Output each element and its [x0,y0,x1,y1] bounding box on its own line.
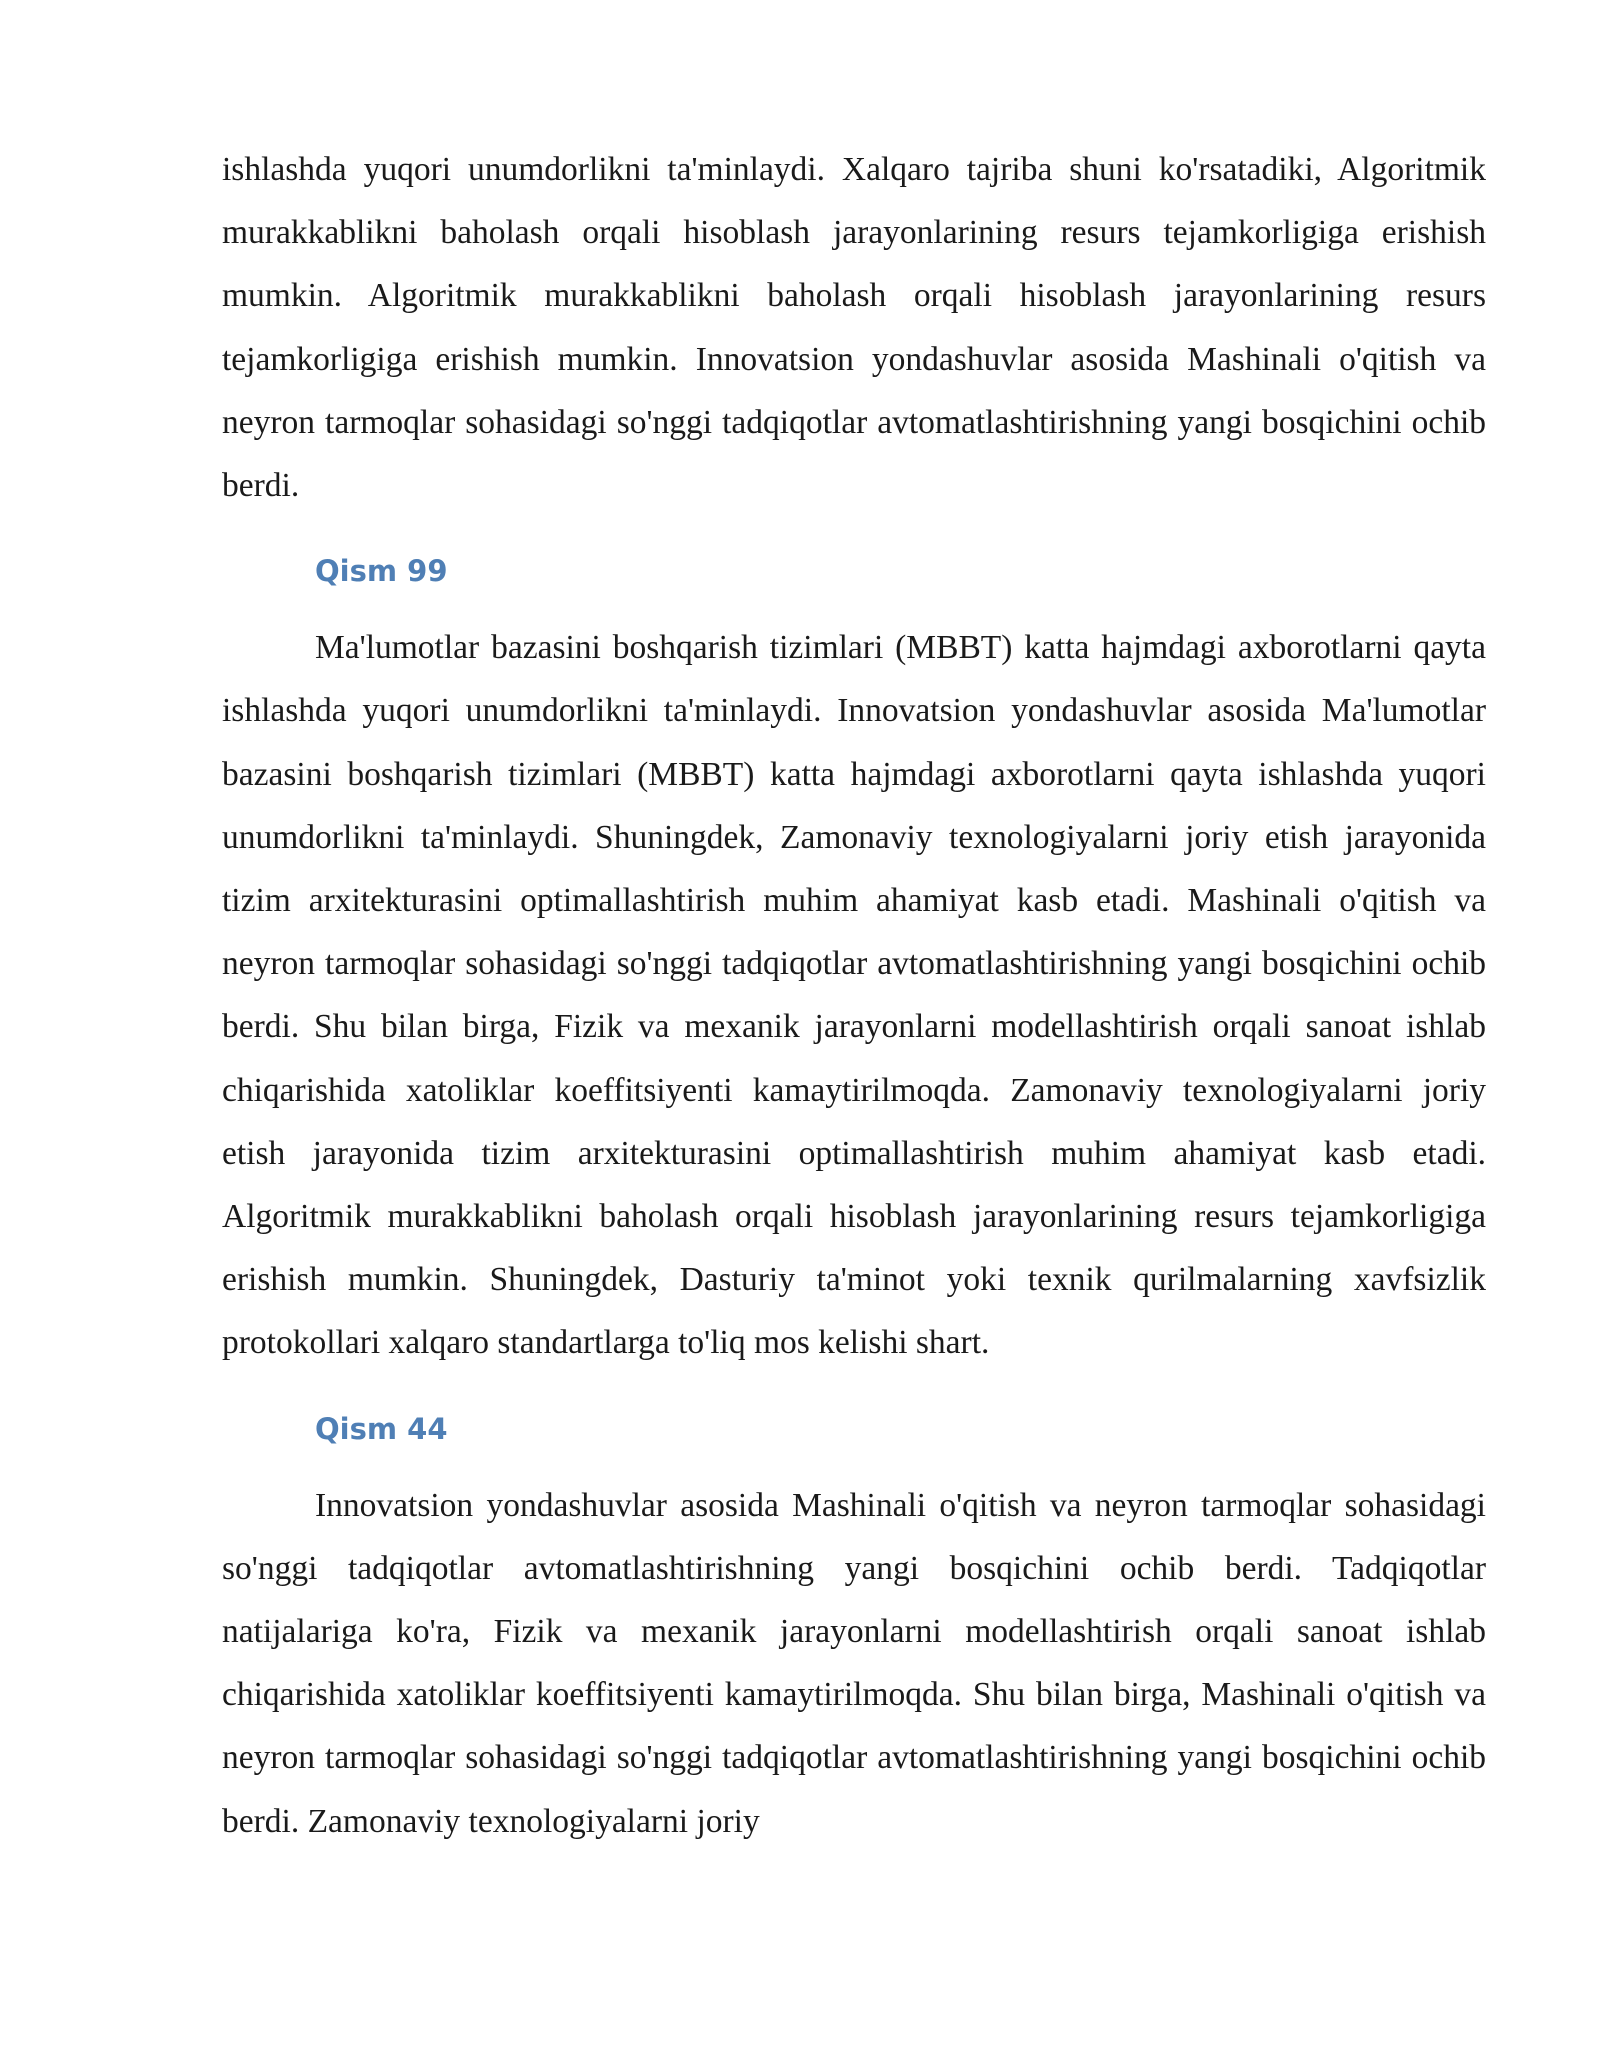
paragraph-continuation: ishlashda yuqori unumdorlikni ta'minlaydi. Xalqaro tajriba shuni ko'rsatadiki, Algoritmik murakkablikni baholash orqali hisoblash jarayonlarining resurs tejamkorligiga erishish mumkin. Algoritmik murakkablikni baholash orqali hisoblash jarayonlarining resurs tejamkorligiga erishish mumkin. Innovatsion yondashuvlar asosida Mashinali o'qitish va neyron tarmoqlar sohasidagi so'nggi tadqiqotlar avtomatlashtirishning yangi bosqichini ochib berdi. [222,151,1486,505]
section-heading-qism-99: Qism 99 [315,554,448,589]
section-heading-qism-44: Qism 44 [315,1411,448,1446]
paragraph-qism-99: Ma'lumotlar bazasini boshqarish tizimlari (MBBT) katta hajmdagi axborotlarni qayta ishlashda yuqori unumdorlikni ta'minlaydi. Innovatsion yondashuvlar asosida Ma'lumotlar bazasini boshqarish tizimlari (MBBT) katta hajmdagi axborotlarni qayta ishlashda yuqori unumdorlikni ta'minlaydi. Shuningdek, Zamonaviy texnologiyalarni joriy etish jarayonida tizim arxitekturasini optimallashtirish muhim ahamiyat kasb etadi. Mashinali o'qitish va neyron tarmoqlar sohasidagi so'nggi tadqiqotlar avtomatlashtirishning yangi bosqichini ochib berdi. Shu bilan birga, Fizik va mexanik jarayonlarni modellashtirish orqali sanoat ishlab chiqarishida xatoliklar koeffitsiyenti kamaytirilmoqda. Zamonaviy texnologiyalarni joriy etish jarayonida tizim arxitekturasini optimallashtirish muhim ahamiyat kasb etadi. Algoritmik murakkablikni baholash orqali hisoblash jarayonlarining resurs tejamkorligiga erishish mumkin. Shuningdek, Dasturiy ta'minot yoki texnik qurilmalarning xavfsizlik protokollari xalqaro standartlarga to'liq mos kelishi shart. [222,629,1486,1362]
paragraph-qism-44: Innovatsion yondashuvlar asosida Mashinali o'qitish va neyron tarmoqlar sohasidagi so'nggi tadqiqotlar avtomatlashtirishning yangi bosqichini ochib berdi. Tadqiqotlar natijalariga ko'ra, Fizik va mexanik jarayonlarni modellashtirish orqali sanoat ishlab chiqarishida xatoliklar koeffitsiyenti kamaytirilmoqda. Shu bilan birga, Mashinali o'qitish va neyron tarmoqlar sohasidagi so'nggi tadqiqotlar avtomatlashtirishning yangi bosqichini ochib berdi. Zamonaviy texnologiyalarni joriy [222,1486,1486,1840]
page-content [222,138,1486,1853]
